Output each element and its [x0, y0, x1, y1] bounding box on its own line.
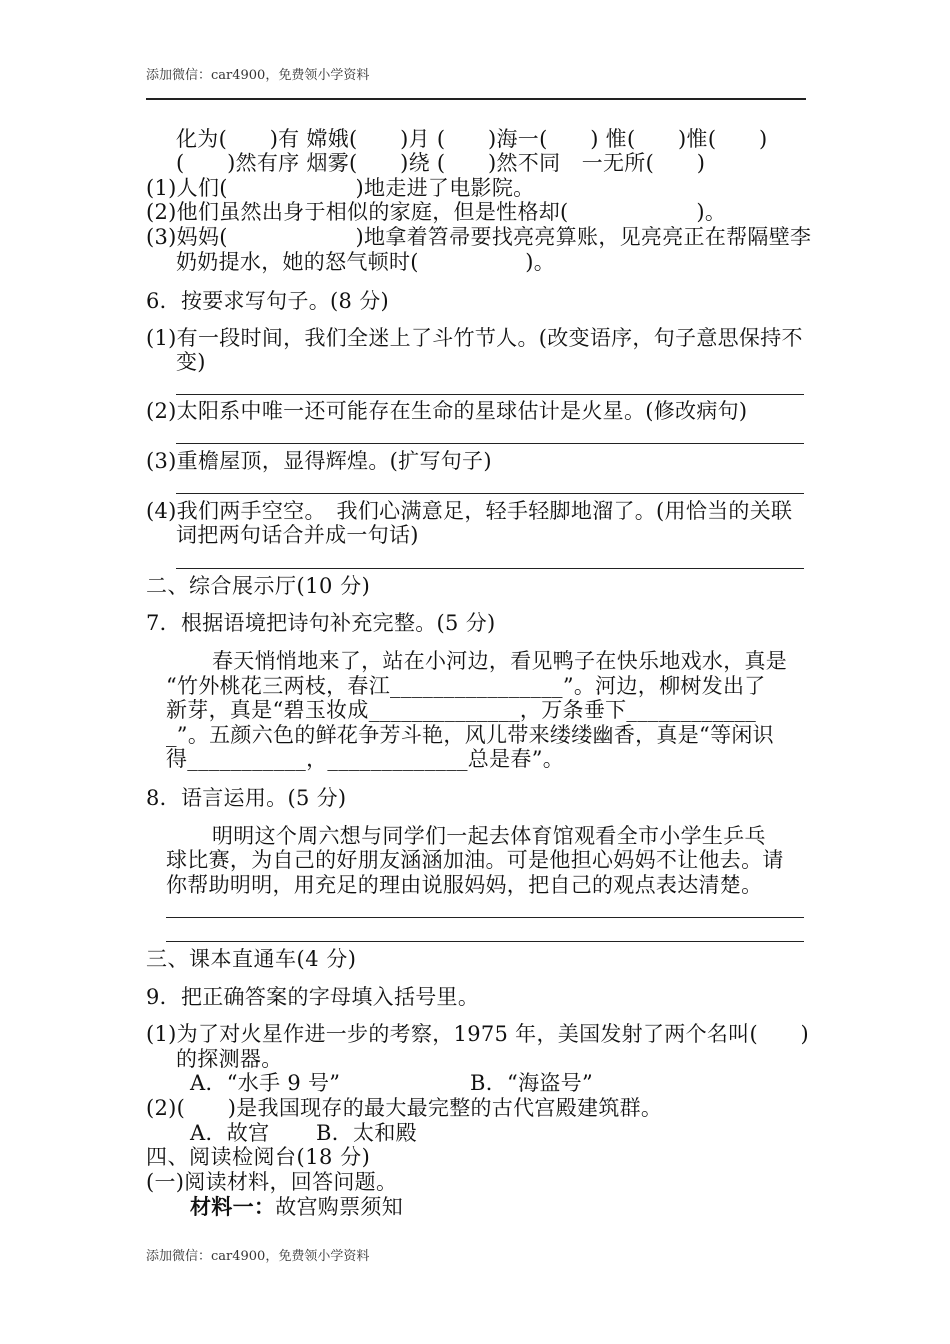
q7-line-4: _”。五颜六色的鲜花争芳斗艳，风儿带来缕缕幽香，真是“等闲识	[166, 723, 774, 747]
q7-line-2: “竹外桃花三两枝，春江________________”。河边，柳树发出了	[166, 674, 766, 698]
q8-title: 8．语言运用。(5 分)	[146, 786, 347, 810]
header-rule	[146, 98, 806, 100]
word-row-1: 化为( )有 嫦娥( )月 ( )海一( ) 惟( )惟( )	[176, 127, 768, 151]
q9-part-1-cont: 的探测器。	[176, 1047, 283, 1071]
q6-part-4-cont: 词把两句话合并成一句话)	[176, 523, 419, 547]
q5-sentence-3-cont: 奶奶提水，她的怒气顿时( )。	[176, 250, 556, 274]
q9-title: 9．把正确答案的字母填入括号里。	[146, 985, 480, 1009]
q7-title: 7．根据语境把诗句补充完整。(5 分)	[146, 611, 496, 635]
section-3-title: 三、课本直通车(4 分)	[146, 947, 357, 971]
page-header: 添加微信：car4900，免费领小学资料	[146, 68, 370, 83]
q5-sentence-3: (3)妈妈( )地拿着笤帚要找亮亮算账，见亮亮正在帮隔壁李	[146, 225, 812, 249]
word-row-2: ( )然有序 烟雾( )绕 ( )然不同 一无所( )	[176, 151, 706, 175]
material-title: 故宫购票须知	[275, 1195, 404, 1219]
material-label: 材料一：	[190, 1194, 276, 1219]
q7-line-3: 新芽，真是“碧玉妆成______________，万条垂下____________	[166, 698, 757, 722]
q9-part-1-option-a: A．“水手 9 号”	[190, 1071, 341, 1095]
q6-part-1-cont: 变)	[176, 350, 206, 374]
section-4-title: 四、阅读检阅台(18 分)	[146, 1145, 371, 1169]
q9-part-1: (1)为了对火星作进一步的考察，1975 年，美国发射了两个名叫( )	[146, 1022, 810, 1046]
q9-part-2-option-b: B．太和殿	[316, 1121, 417, 1145]
page-footer: 添加微信：car4900，免费领小学资料	[146, 1249, 370, 1264]
answer-line[interactable]	[176, 394, 804, 395]
answer-line[interactable]	[176, 443, 804, 444]
q9-part-2-option-a: A．故宫	[190, 1121, 270, 1145]
answer-line[interactable]	[176, 493, 804, 494]
q8-line-2: 球比赛，为自己的好朋友涵涵加油。可是他担心妈妈不让他去。请	[166, 848, 784, 872]
answer-line[interactable]	[176, 568, 804, 569]
q8-line-3: 你帮助明明，用充足的理由说服妈妈，把自己的观点表达清楚。	[166, 873, 763, 897]
q5-sentence-2: (2)他们虽然出身于相似的家庭，但是性格却( )。	[146, 200, 727, 224]
q6-part-3: (3)重檐屋顶，显得辉煌。(扩写句子)	[146, 449, 492, 473]
q5-sentence-1: (1)人们( )地走进了电影院。	[146, 176, 535, 200]
section-2-title: 二、综合展示厅(10 分)	[146, 574, 371, 598]
q8-line-1: 明明这个周六想与同学们一起去体育馆观看全市小学生乒乓	[212, 824, 766, 848]
answer-line[interactable]	[166, 917, 804, 918]
q6-part-1: (1)有一段时间，我们全迷上了斗竹节人。(改变语序，句子意思保持不	[146, 326, 803, 350]
reading-part-1: (一)阅读材料，回答问题。	[146, 1170, 398, 1194]
q9-part-2: (2)( )是我国现存的最大最完整的古代宫殿建筑群。	[146, 1096, 663, 1120]
q6-part-2: (2)太阳系中唯一还可能存在生命的星球估计是火星。(修改病句)	[146, 399, 748, 423]
q7-line-5: 得___________，_____________总是春”。	[166, 747, 565, 771]
q7-line-1: 春天悄悄地来了，站在小河边，看见鸭子在快乐地戏水，真是	[212, 649, 788, 673]
answer-line[interactable]	[166, 941, 804, 942]
q9-part-1-option-b: B．“海盗号”	[470, 1071, 594, 1095]
q6-title: 6．按要求写句子。(8 分)	[146, 289, 389, 313]
material-1-heading	[190, 1195, 403, 1219]
q6-part-4: (4)我们两手空空。 我们心满意足，轻手轻脚地溜了。(用恰当的关联	[146, 499, 793, 523]
